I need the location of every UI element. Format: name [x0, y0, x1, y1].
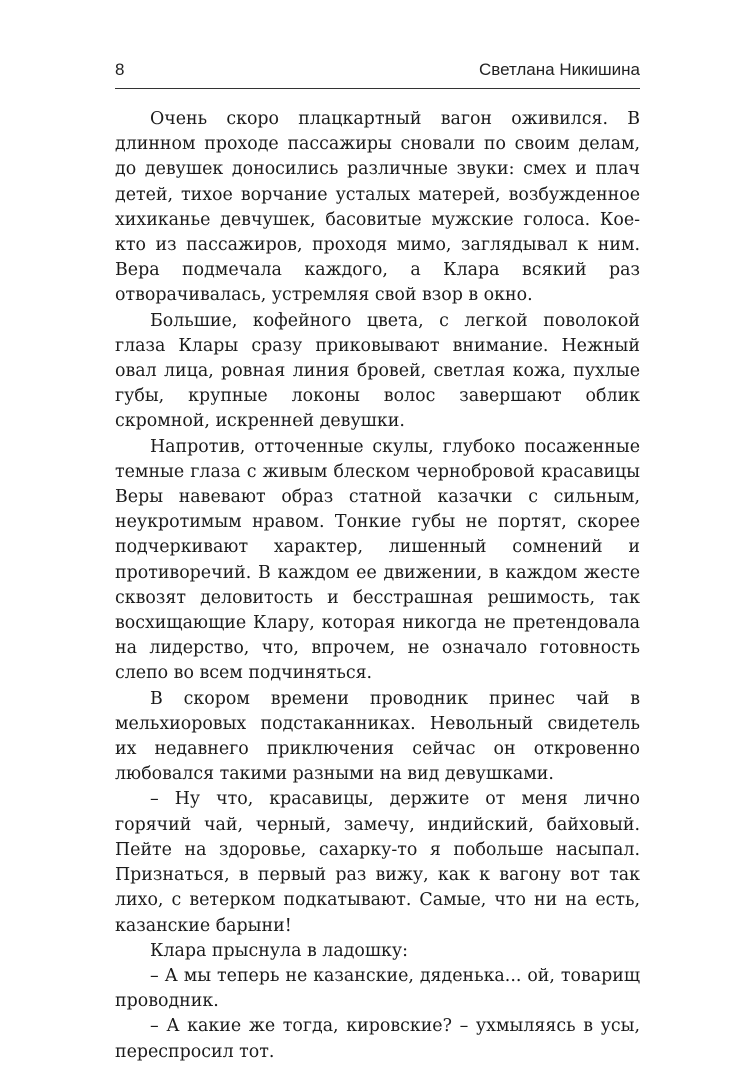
running-head: [115, 60, 640, 88]
page-number: 8: [115, 60, 125, 79]
paragraph: – А какие же тогда, кировские? – ухмыляясь в усы, переспросил тот.: [115, 1016, 640, 1062]
paragraph: В скором времени проводник принес чай в мельхиоровых подстаканниках. Невольный свидетель их недавнего приключения сейчас он откровенно любовался такими разными на вид девушками.: [115, 688, 640, 785]
header-divider: [115, 88, 640, 89]
paragraph: Большие, кофейного цвета, с легкой поволокой глаза Клары сразу приковывают внимание. Нежный овал лица, ровная линия бровей, светлая кожа, пухлые губы, крупные локоны волос завершают облик скромной, искренней девушки.: [115, 310, 640, 432]
paragraph: – Ну что, красавицы, держите от меня лично горячий чай, черный, замечу, индийский, байховый. Пейте на здоровье, сахарку-то я побольше насыпал. Признаться, в первый раз вижу, как к вагону вот так лихо, с ветерком подкатывают. Самые, что ни на есть, казанские барыни!: [115, 789, 640, 936]
paragraph: Клара прыснула в ладошку:: [150, 940, 409, 961]
paragraph: Очень скоро плацкартный вагон оживился. В длинном проходе пассажиры сновали по своим делам, до девушек доносились различные звуки: смех и плач детей, тихое ворчание усталых матерей, возбужденное хихиканье девчушек, басовитые мужские голоса. Кое-кто из пассажиров, проходя мимо, заглядывал к ним. Вера подмечала каждого, а Клара всякий раз отворачивалась, устремляя свой взор в окно.: [115, 109, 640, 306]
body-text: [115, 107, 640, 1065]
paragraph: Напротив, отточенные скулы, глубоко посаженные темные глаза с живым блеском чернобровой красавицы Веры навевают образ статной казачки с сильным, неукротимым нравом. Тонкие губы не портят, скорее подчеркивают характер, лишенный сомнений и противоречий. В каждом ее движении, в каждом жесте сквозят деловитость и бесстрашная решимость, так восхищающие Клару, которая никогда не претендовала на лидерство, что, впрочем, не означало готовность слепо во всем подчиняться.: [115, 436, 640, 684]
paragraph: – А мы теперь не казанские, дяденька... ой, товарищ проводник.: [115, 965, 640, 1012]
running-title: Светлана Никишина: [478, 60, 640, 79]
